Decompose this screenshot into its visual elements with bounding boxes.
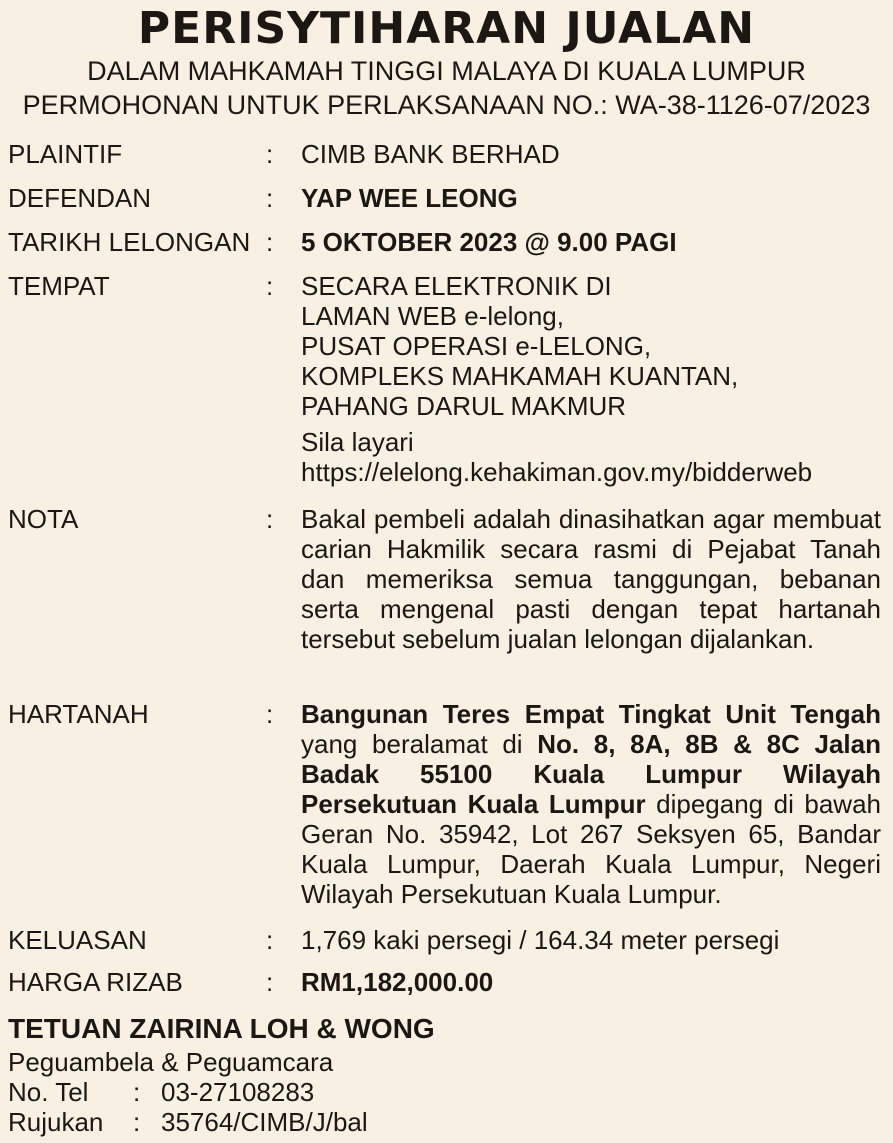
tel-label: No. Tel (8, 1077, 89, 1107)
tempat-line: SECARA ELEKTRONIK DI (301, 271, 612, 301)
ref-colon: : (133, 1107, 141, 1137)
notice-title: PERISYTIHARAN JUALAN (137, 3, 756, 54)
defendan-colon: : (266, 183, 274, 213)
hartanah-title-details: dipegang di bawah Geran No. 35942, Lot 267 Seksyen 65, Bandar Kuala Lumpur, Daerah Kuala Lumpur, Negeri Wilayah Persekutuan Kuala Lumpur. (301, 789, 881, 909)
harga-value: RM1,182,000.00 (301, 967, 494, 997)
hartanah-building-type: Bangunan Teres Empat Tingkat Unit Tengah (301, 699, 881, 729)
harga-colon: : (266, 967, 274, 997)
tel-value: 03-27108283 (161, 1077, 315, 1107)
court-name: DALAM MAHKAMAH TINGGI MALAYA DI KUALA LUMPUR (87, 56, 806, 86)
plaintif-colon: : (266, 139, 274, 169)
tempat-colon: : (266, 271, 274, 301)
defendan-value: YAP WEE LEONG (301, 183, 518, 213)
hartanah-connector: yang beralamat di (301, 729, 538, 759)
firm-tel-row (8, 1077, 314, 1107)
ref-label: Rujukan (8, 1107, 104, 1137)
plaintif-value: CIMB BANK BERHAD (301, 139, 560, 169)
defendan-label: DEFENDAN (8, 183, 152, 213)
harga-label: HARGA RIZAB (8, 967, 183, 997)
firm-ref-row (8, 1107, 368, 1137)
hartanah-colon: : (266, 699, 274, 729)
firm-role: Peguambela & Peguamcara (8, 1047, 334, 1077)
keluasan-colon: : (266, 925, 274, 955)
nota-label: NOTA (8, 504, 79, 534)
tarikh-colon: : (266, 227, 274, 257)
ref-value: 35764/CIMB/J/bal (161, 1107, 368, 1137)
nota-text: Bakal pembeli adalah dinasihatkan agar membuat carian Hakmilik secara rasmi di Pejabat Tanah dan memeriksa semua tanggungan, bebanan serta mengenal pasti dengan tepat hartanah tersebut sebelum jualan lelongan dijalankan. (301, 504, 881, 654)
tarikh-label: TARIKH LELONGAN (8, 227, 251, 257)
hartanah-text (301, 699, 881, 909)
tarikh-value: 5 OKTOBER 2023 @ 9.00 PAGI (301, 227, 677, 257)
tel-colon: : (133, 1077, 141, 1107)
firm-name: TETUAN ZAIRINA LOH & WONG (8, 1013, 435, 1044)
tempat-label: TEMPAT (8, 271, 110, 301)
nota-colon: : (266, 504, 274, 534)
tempat-line: PUSAT OPERASI e-LELONG, (301, 331, 652, 361)
keluasan-label: KELUASAN (8, 925, 147, 955)
plaintif-label: PLAINTIF (8, 139, 123, 169)
tempat-value (301, 271, 881, 487)
tempat-line: PAHANG DARUL MAKMUR (301, 391, 627, 421)
tempat-line: LAMAN WEB e-lelong, (301, 301, 564, 331)
keluasan-value: 1,769 kaki persegi / 164.34 meter persegi (301, 925, 780, 955)
hartanah-address: No. 8, 8A, 8B & 8C Jalan Badak 55100 Kuala Lumpur Wilayah Persekutuan Kuala Lumpur (301, 729, 881, 819)
tempat-line: KOMPLEKS MAHKAMAH KUANTAN, (301, 361, 739, 391)
application-number: PERMOHONAN UNTUK PERLAKSANAAN NO.: WA-38-1126-07/2023 (22, 90, 871, 120)
hartanah-label: HARTANAH (8, 699, 149, 729)
tempat-visit-label: Sila layari (301, 427, 414, 457)
tempat-url: https://elelong.kehakiman.gov.my/bidderweb (301, 457, 813, 487)
